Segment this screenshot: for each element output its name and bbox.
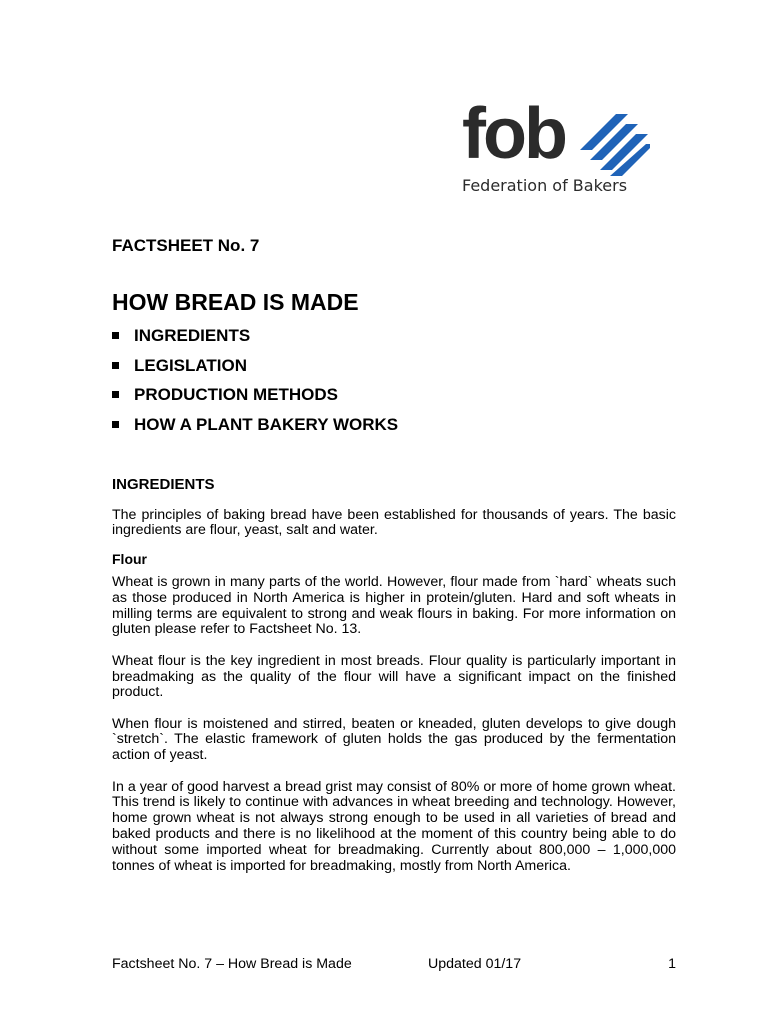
- topic-label: INGREDIENTS: [134, 326, 251, 345]
- topic-label: PRODUCTION METHODS: [134, 385, 338, 404]
- section-heading: INGREDIENTS: [112, 475, 215, 493]
- page-title: HOW BREAD IS MADE: [112, 289, 359, 315]
- body-paragraph: When flour is moistened and stirred, beaten or kneaded, gluten develops to give dough `stretch`. The elastic framework of gluten holds the gas produced by the fermentation action of yeast.: [112, 715, 676, 764]
- topic-label: LEGISLATION: [134, 355, 248, 375]
- intro-paragraph: The principles of baking bread have been established for thousands of years. The basic ingredients are flour, yeast, salt and water.: [112, 506, 676, 539]
- document-body: [112, 236, 676, 874]
- square-bullet-icon: [112, 362, 119, 369]
- footer-updated: Updated 01/17: [428, 956, 522, 972]
- topic-item: [112, 385, 676, 405]
- topic-item: [112, 326, 676, 346]
- logo-wordmark: fob: [462, 94, 565, 174]
- factsheet-number: FACTSHEET No. 7: [112, 236, 260, 255]
- topic-label: HOW A PLANT BAKERY WORKS: [134, 414, 399, 434]
- body-paragraph: Wheat is grown in many parts of the world. However, flour made from `hard` wheats such as those produced in North America is higher in protein/gluten. Hard and soft wheats in milling terms are equivalent to strong and weak flours in baking. For more information on gluten please refer to Factsheet No. 13.: [112, 574, 676, 638]
- body-paragraph: Wheat flour is the key ingredient in most breads. Flour quality is particularly important in breadmaking as the quality of the flour will have a significant impact on the finished product.: [112, 652, 676, 701]
- logo-subtitle: Federation of Bakers: [462, 176, 628, 195]
- page-number: 1: [668, 956, 676, 972]
- square-bullet-icon: [112, 391, 119, 398]
- topic-item: [112, 415, 676, 435]
- footer-title: Factsheet No. 7 – How Bread is Made: [112, 956, 352, 972]
- subheading-flour: Flour: [112, 551, 147, 568]
- topic-item: [112, 356, 676, 376]
- square-bullet-icon: [112, 332, 119, 339]
- square-bullet-icon: [112, 421, 119, 428]
- logo-stripes-icon: [578, 114, 650, 182]
- topic-list: [112, 326, 676, 435]
- fob-logo: [462, 94, 652, 202]
- page-footer: [112, 956, 676, 974]
- body-paragraph: In a year of good harvest a bread grist may consist of 80% or more of home grown wheat. This trend is likely to continue with advances in wheat breeding and technology. However, home grown wheat is not always strong enough to be used in all varieties of bread and baked products and there is no likelihood at the moment of this country being able to do without some imported wheat for breadmaking. Currently about 800,000 – 1,000,000 tonnes of wheat is imported for breadmaking, mostly from North America.: [112, 778, 676, 874]
